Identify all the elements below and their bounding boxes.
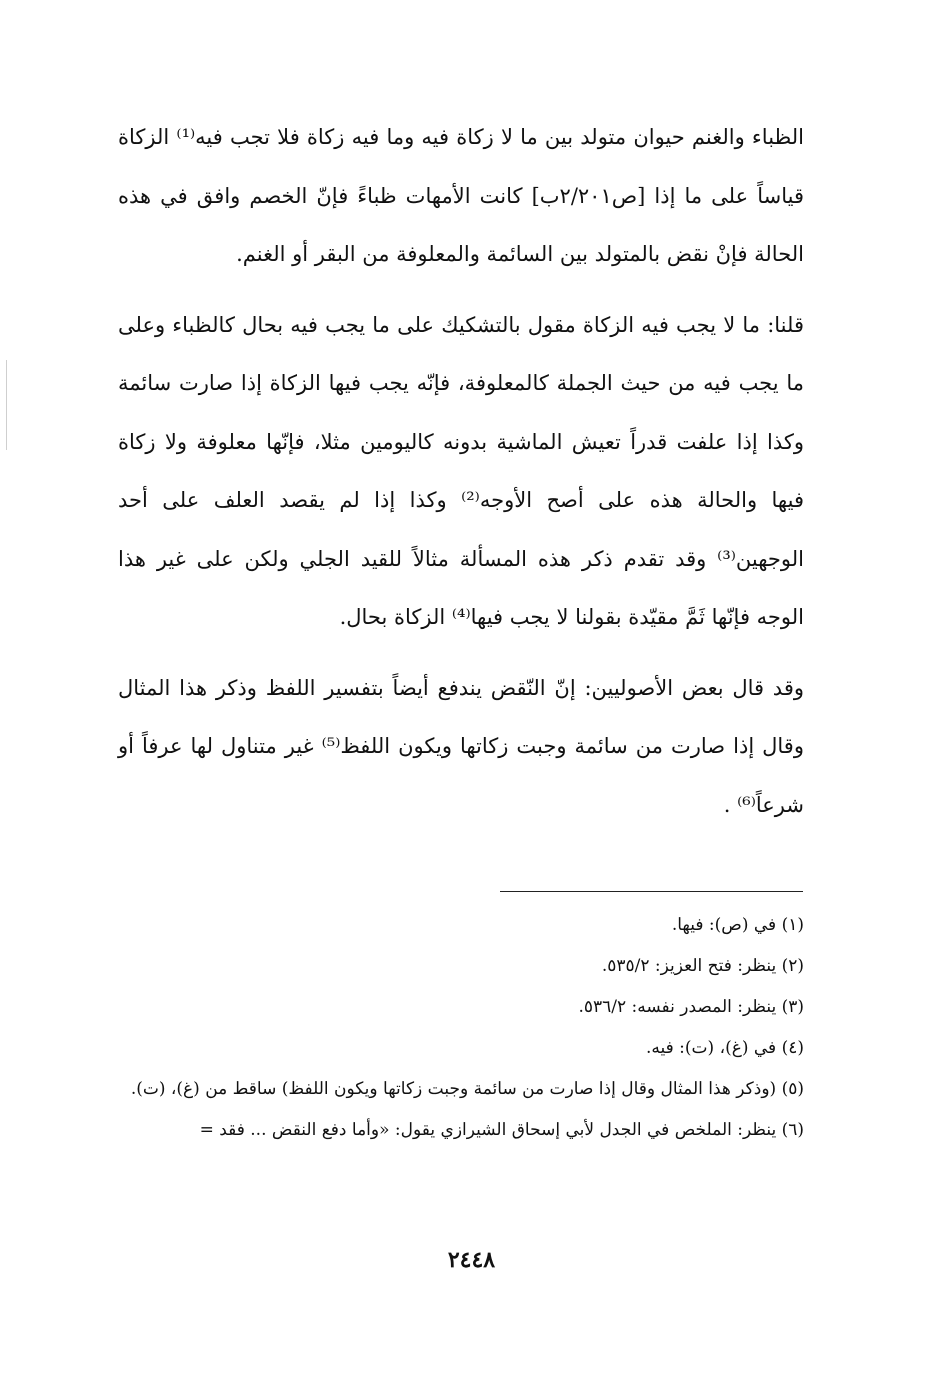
footnote-5: (٥) (وذكر هذا المثال وقال إذا صارت من سائمة وجبت زكاتها ويكون اللفظ) ساقط من (غ)، (ت). (130, 1079, 804, 1099)
main-text (118, 108, 804, 834)
footnote-2: (٢) ينظر: فتح العزيز: ٥٣٥/٢. (601, 956, 804, 976)
footnotes (118, 905, 804, 1151)
footnote-4: (٤) في (غ)، (ت): فيه. (646, 1038, 804, 1058)
body-paragraph-1: الظباء والغنم حيوان متولد بين ما لا زكاة فيه وما فيه زكاة فلا تجب فيه⁽¹⁾ الزكاة قياساً على ما إذا [ص٢/٢٠١ب] كانت الأمهات ظباءً فإنّ الخصم وافق في هذه الحالة فإنْ نقض بالمتولد بين السائمة والمعلوفة من البقر أو الغنم. (118, 125, 804, 266)
scan-edge-mark (6, 360, 7, 450)
footnote-3: (٣) ينظر: المصدر نفسه: ٥٣٦/٢. (578, 997, 804, 1017)
footnote-divider (500, 891, 803, 892)
footnote-6: (٦) ينظر: الملخص في الجدل لأبي إسحاق الشيرازي يقول: «وأما دفع النقض ... فقد = (199, 1120, 804, 1140)
body-paragraph-3: وقد قال بعض الأصوليين: إنّ النّقض يندفع أيضاً بتفسير اللفظ وذكر هذا المثال وقال إذا صارت من سائمة وجبت زكاتها ويكون اللفظ⁽⁵⁾ غير متناول لها عرفاً أو شرعاً⁽⁶⁾ . (118, 675, 804, 817)
page-number: ٢٤٤٨ (447, 1247, 496, 1273)
body-paragraph-2: قلنا: ما لا يجب فيه الزكاة مقول بالتشكيك على ما يجب فيه بحال كالظباء وعلى ما يجب فيه من حيث الجملة كالمعلوفة، فإنّه يجب فيها الزكاة إذا صارت سائمة وكذا إذا علفت قدراً تعيش الماشية بدونه كاليومين مثلا، فإنّها معلوفة ولا زكاة فيها والحالة هذه على أصح الأوجه⁽²⁾ وكذا إذا لم يقصد العلف على أحد الوجهين⁽³⁾ وقد تقدم ذكر هذه المسألة مثالاً للقيد الجلي ولكن على غير هذا الوجه فإنّها ثَمَّ مقيّدة بقولنا لا يجب فيها⁽⁴⁾ الزكاة بحال. (118, 312, 804, 629)
footnote-1: (١) في (ص): فيها. (671, 915, 804, 935)
